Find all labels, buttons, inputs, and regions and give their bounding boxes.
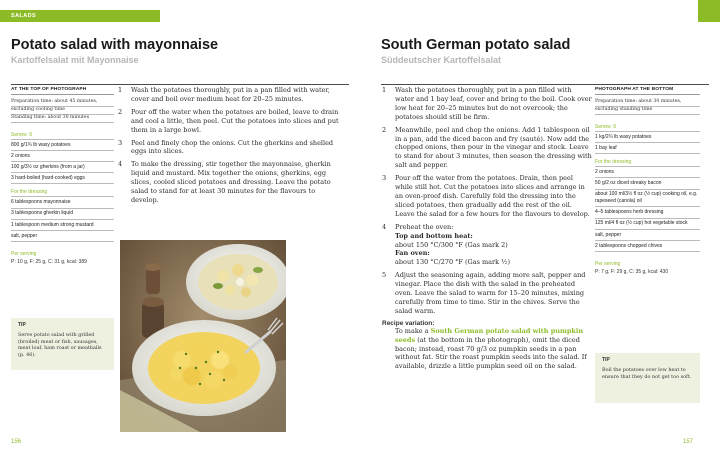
step-number: 4	[118, 160, 123, 169]
ingredient-item: 1 tablespoon medium strong mustard	[11, 220, 114, 231]
ingredient-item: 2 tablespoons chopped chives	[595, 241, 700, 252]
dressing-list	[11, 197, 114, 242]
variation-text	[382, 327, 592, 372]
step-text: Adjust the seasoning again, adding more salt, pepper and vinegar. Place the dish with the salad in the preheated oven. Leave the salad to warm for 15–20 minutes, mixing carefully from time to time. Stir in the chives. Serve the salad warm.	[395, 271, 586, 315]
ingredient-item: 100 g/3½ oz gherkins (from a jar)	[11, 162, 114, 173]
ingredient-item: 800 g/1¾ lb waxy potatoes	[11, 140, 114, 151]
ingredient-item: 50 g/2 oz diced streaky bacon	[595, 178, 700, 189]
right-page	[360, 0, 720, 456]
step-text: Meanwhile, peel and chop the onions. Add 1 tablespoon oil in a pan, add the diced bacon and fry (sauté). Now add the chopped onions, then pour in the vinegar and stock. Leave to stand for about 3 minutes, then season the dressing with salt and pepper.	[395, 125, 592, 170]
step-text: Pour off the water from the potatoes. Drain, then peel while still hot. Cut the potatoes into slices and arrange in an oven-proof dish. Carefully fold the dressing into the sliced potatoes, then gradually add the rest of the oil. Leave the salad for a few hours for the flavours to develop.	[395, 174, 590, 218]
method-step	[118, 160, 342, 205]
recipe-title: Potato salad with mayonnaise	[11, 37, 219, 53]
recipe-info	[11, 85, 114, 268]
step-number: 5	[382, 271, 387, 280]
step-text: Pour off the water when the potatoes are boiled, leave to drain and cool a little, then peel. Cut the potatoes into slices and put them in a large bowl.	[131, 107, 339, 134]
method-step	[382, 86, 592, 122]
variation-label: Recipe variation:	[382, 319, 435, 327]
dressing-list	[595, 167, 700, 252]
time-info	[595, 95, 700, 119]
step-text: Wash the potatoes thoroughly, put in a pan filled with water, cover and boil over medium heat for 20–25 minutes.	[131, 86, 330, 103]
step-number: 3	[118, 138, 123, 147]
step-number: 3	[382, 174, 387, 183]
ingredient-list	[11, 140, 114, 185]
prep-time-note: excluding standing time	[595, 107, 700, 115]
time-info	[11, 95, 114, 127]
method-step	[118, 86, 342, 104]
recipe-subtitle: Kartoffelsalat mit Mayonnaise	[11, 55, 139, 65]
method-step	[118, 139, 342, 157]
bowl-german-salad	[132, 320, 276, 416]
method-step	[382, 271, 592, 316]
method-step	[382, 126, 592, 171]
variation-intro: To make a	[395, 326, 431, 335]
page-number: 156	[11, 439, 22, 445]
fan-label: Fan oven:	[395, 249, 430, 258]
per-serving-label: Per serving	[11, 251, 37, 258]
ingredient-item: 1 bay leaf	[595, 143, 700, 154]
prep-time-note: excluding cooling time	[11, 107, 114, 115]
tip-label: TIP	[18, 322, 26, 328]
heat-value: about 150 °C/300 °F (Gas mark 2)	[395, 240, 508, 249]
ingredient-item: 2 onions	[595, 167, 700, 178]
oven-intro: Preheat the oven:	[395, 222, 454, 231]
tip-box	[595, 353, 700, 403]
method-steps	[118, 86, 342, 209]
step-number: 1	[118, 86, 123, 94]
step-number: 1	[382, 86, 387, 94]
nutrition: P: 10 g, F: 25 g, C: 31 g, kcal: 389	[11, 259, 87, 266]
variation-body: (at the bottom in the photograph), omit the diced bacon; instead, roast 70 g/3 oz pumpkin seeds in a pan without fat. Stir the roast pumpkin seeds into the salad. If available, drizzle a little pumpkin seed oil on the salad.	[395, 335, 587, 371]
method-step	[118, 108, 342, 135]
ingredient-list	[595, 132, 700, 154]
nutrition: P: 7 g, F: 29 g, C: 35 g, kcal: 430	[595, 269, 669, 276]
prep-time: Preparation time: about 45 minutes,	[11, 99, 114, 107]
recipe-subtitle: Süddeutscher Kartoffelsalat	[381, 55, 502, 65]
tip-text: Serve potato salad with grilled (broiled) meat or fish, sausages, meat loaf, ham roast or meatballs (p. 46).	[18, 332, 102, 358]
photo-illustration	[120, 240, 286, 432]
step-text: Peel and finely chop the onions. Cut the gherkins and shelled eggs into slices.	[131, 138, 334, 156]
ingredient-item: 2 onions	[11, 151, 114, 162]
dressing-label: For the dressing	[11, 184, 114, 197]
bowl-mayonnaise-salad	[186, 244, 286, 320]
per-serving-label: Per serving	[595, 261, 621, 268]
standing-time: Standing time: about 30 minutes	[11, 115, 114, 123]
photo-label: PHOTOGRAPH AT THE BOTTOM	[595, 85, 700, 95]
photo-label: AT THE TOP OF PHOTOGRAPH	[11, 85, 114, 95]
ingredient-item: about 100 ml/3½ fl oz (½ cup) cooking oil, e.g. rapeseed (canola) oil	[595, 190, 700, 208]
recipe-title: South German potato salad	[381, 37, 571, 53]
step-number: 2	[382, 125, 387, 134]
ingredient-item: salt, pepper	[11, 231, 114, 242]
prep-time: Preparation time: about 30 minutes,	[595, 99, 700, 107]
recipe-info	[595, 85, 700, 278]
ingredient-item: salt, pepper	[595, 230, 700, 241]
method-step	[382, 223, 592, 268]
ingredient-item: 3 hard-boiled (hard-cooked) eggs	[11, 173, 114, 184]
serves: Serves: 6	[11, 127, 114, 140]
dressing-label: For the dressing	[595, 154, 700, 167]
fan-value: about 130 °C/270 °F (Gas mark ½)	[395, 258, 510, 267]
ingredient-item: 1 kg/2¼ lb waxy potatoes	[595, 132, 700, 143]
step-number: 2	[118, 107, 123, 116]
step-text: To make the dressing, stir together the mayonnaise, gherkin liquid and mustard. Mix together the onions, gherkins, egg slices, cooled sliced potatoes and dressing. Leave the potato salad to stand for at least 30 minutes for the flavours to develop.	[131, 160, 331, 204]
serves: Serves: 6	[595, 119, 700, 132]
section-tab: SALADS	[0, 10, 160, 22]
step-number: 4	[382, 222, 387, 231]
tip-label: TIP	[602, 357, 610, 363]
method-step	[382, 174, 592, 219]
recipe-photo	[120, 240, 286, 432]
heat-label: Top and bottom heat:	[395, 231, 473, 240]
method-steps	[382, 86, 592, 371]
ingredient-item: 125 ml/4 fl oz (½ cup) hot vegetable stock	[595, 219, 700, 230]
tip-box	[11, 318, 114, 370]
page-number: 157	[683, 439, 694, 445]
variation-highlight: South German potato salad with pumpkin seeds	[395, 326, 584, 344]
ingredient-item: 6 tablespoons mayonnaise	[11, 197, 114, 208]
tip-text: Boil the potatoes over low heat to ensure that they do not get too soft.	[602, 367, 692, 380]
ingredient-item: 4–5 tablespoons herb dressing	[595, 207, 700, 218]
step-text: Wash the potatoes thoroughly, put in a pan filled with water and 1 bay leaf, cover and bring to the boil. Cook over low heat for 20–25 minutes but do not overcook; the potatoes should still be firm.	[395, 86, 592, 121]
ingredient-item: 3 tablespoons gherkin liquid	[11, 209, 114, 220]
